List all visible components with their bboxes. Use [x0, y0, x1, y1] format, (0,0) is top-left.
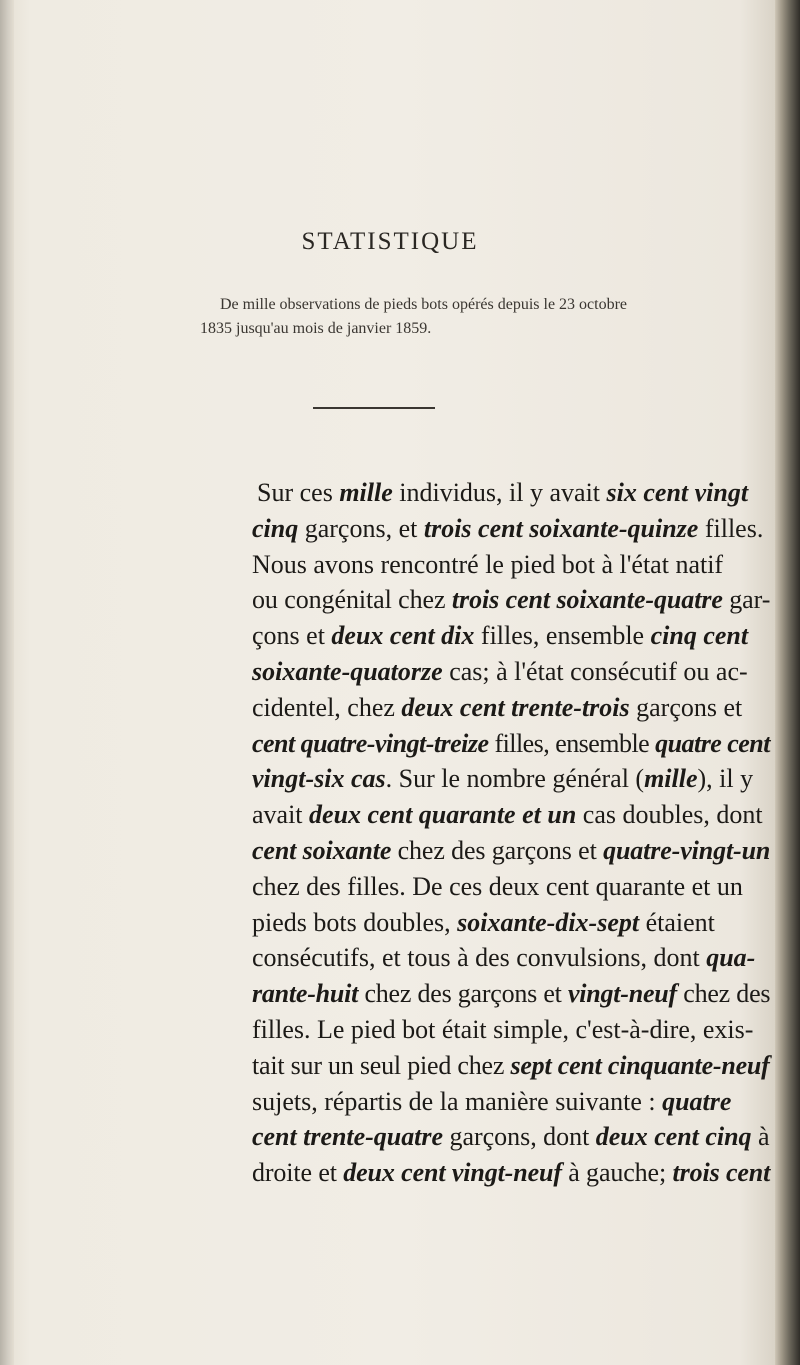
text-line [252, 582, 770, 618]
text-line [252, 1012, 770, 1048]
italic-number-phrase: mille [339, 478, 393, 507]
text-line [252, 511, 770, 547]
text-line [252, 1155, 770, 1191]
italic-number-phrase: deux cent quarante et un [309, 800, 577, 830]
italic-number-phrase: trois cent soixante-quinze [423, 513, 699, 543]
text-run: droite et [252, 1158, 344, 1188]
text-line [252, 869, 770, 905]
italic-number-phrase: qua- [706, 943, 756, 973]
text-line [252, 1048, 770, 1084]
text-run: à gauche; [561, 1158, 673, 1188]
text-run: çons et [252, 621, 332, 651]
text-run: pieds bots doubles, [252, 907, 458, 937]
text-run: cas; à l'état consécutif ou ac- [442, 656, 748, 686]
italic-number-phrase: deux cent cinq [595, 1122, 752, 1152]
book-binding-shadow [775, 0, 800, 1365]
text-run: garçons et [629, 692, 743, 722]
italic-number-phrase: trois cent soixante-quatre [451, 585, 723, 615]
italic-number-phrase: quatre-vingt-un [603, 835, 771, 865]
text-run: avait [252, 800, 310, 830]
italic-number-phrase: cent trente-quatre [252, 1122, 444, 1152]
text-run: chez des garçons et [358, 979, 568, 1009]
text-run: filles. Le pied bot était simple, c'est-à-dire, exis- [252, 1014, 754, 1044]
italic-number-phrase: soixante-dix-sept [457, 907, 640, 937]
text-run: étaient [639, 907, 715, 937]
italic-number-phrase: soixante-quatorze [252, 656, 443, 686]
italic-number-phrase: vingt-neuf [567, 979, 677, 1009]
italic-number-phrase: rante-huit [252, 979, 359, 1009]
text-run: chez des [676, 979, 771, 1009]
italic-number-phrase: six cent vingt [606, 478, 749, 507]
text-run: ou congénital chez [252, 585, 452, 615]
italic-number-phrase: deux cent vingt-neuf [343, 1158, 562, 1188]
text-line [252, 761, 770, 797]
text-line [252, 1084, 770, 1120]
text-line [252, 940, 770, 976]
italic-number-phrase: deux cent trente-trois [401, 692, 630, 722]
text-run: . Sur le nombre général ( [385, 764, 645, 794]
text-run: garçons, et [298, 513, 424, 543]
italic-number-phrase: vingt-six cas [252, 764, 386, 794]
text-run: à [751, 1122, 770, 1152]
text-run: Nous avons rencontré le pied bot à l'état natif [252, 549, 724, 579]
text-run: filles. [698, 513, 764, 543]
text-run: tait sur un seul pied chez [252, 1050, 511, 1080]
text-line [252, 905, 770, 941]
italic-number-phrase: quatre cent [655, 728, 770, 758]
text-run: chez des filles. De ces deux cent quarante et un [252, 871, 743, 901]
text-line [252, 976, 770, 1012]
text-line [252, 797, 770, 833]
text-run: sujets, répartis de la manière suivante : [252, 1086, 663, 1116]
italic-number-phrase: deux cent dix [331, 621, 475, 651]
text-run: cas doubles, dont [576, 800, 763, 830]
italic-number-phrase: cent soixante [252, 835, 392, 865]
italic-number-phrase: cinq cent [650, 621, 749, 651]
text-line [252, 726, 770, 762]
text-line [252, 475, 770, 511]
text-line [252, 547, 770, 583]
italic-number-phrase: quatre [662, 1086, 732, 1116]
text-line [252, 618, 770, 654]
text-run: individus, il y avait [392, 478, 607, 507]
text-line [252, 690, 770, 726]
page-subheading: De mille observations de pieds bots opérés depuis le 23 octobre 1835 jusqu'au mois de janvier 1859. [200, 296, 628, 337]
page-heading: STATISTIQUE [301, 228, 479, 255]
section-divider [313, 407, 435, 409]
text-line [252, 1119, 770, 1155]
text-run: gar- [722, 585, 771, 615]
text-line [252, 654, 770, 690]
text-line [252, 833, 770, 869]
text-run: filles, ensemble [488, 728, 656, 758]
text-run: filles, ensemble [474, 621, 651, 651]
text-run: ), il y [697, 764, 754, 794]
text-run: cidentel, chez [252, 692, 402, 722]
text-run: chez des garçons et [391, 835, 604, 865]
italic-number-phrase: cinq [252, 513, 299, 543]
italic-number-phrase: sept cent cinquante-neuf [510, 1050, 770, 1080]
italic-number-phrase: trois cent [672, 1158, 771, 1188]
text-run: garçons, dont [443, 1122, 596, 1152]
page-left-edge [0, 0, 14, 1365]
body-paragraph [252, 475, 770, 1191]
text-run: Sur ces [257, 478, 340, 507]
italic-number-phrase: mille [644, 764, 698, 794]
text-run: consécutifs, et tous à des convulsions, dont [252, 943, 707, 973]
italic-number-phrase: cent quatre-vingt-treize [252, 728, 489, 758]
